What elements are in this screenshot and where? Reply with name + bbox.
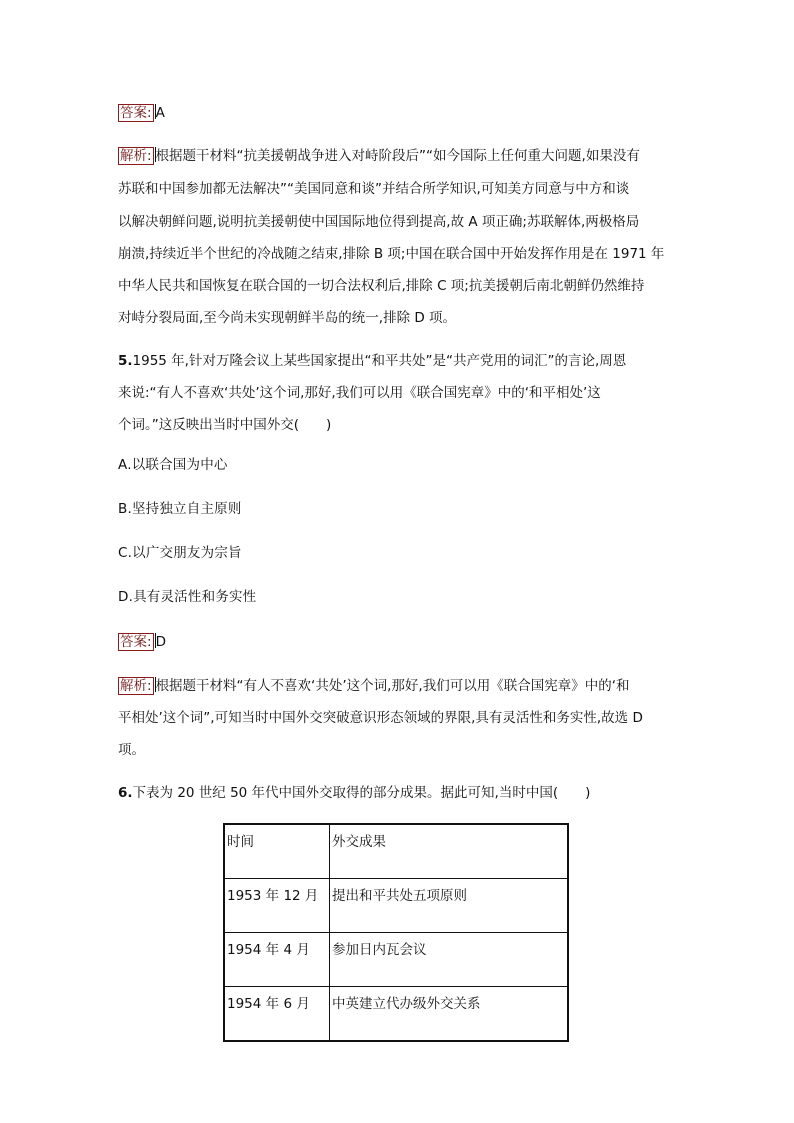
option-b: B.坚持独立自主原则 xyxy=(118,501,242,517)
table-row xyxy=(224,879,568,933)
stem-text: 下表为 20 世纪 50 年代中国外交取得的部分成果。据此可知,当时中国( ) xyxy=(132,785,591,801)
analysis-label: 解析: xyxy=(120,678,152,694)
diplomatic-achievements-table xyxy=(223,823,569,1042)
table-cell: 中英建立代办级外交关系 xyxy=(330,987,569,1042)
table-cell: 提出和平共处五项原则 xyxy=(330,879,569,933)
table-header-cell: 时间 xyxy=(224,824,330,879)
answer-value: A xyxy=(155,105,165,121)
table-cell: 1953 年 12 月 xyxy=(224,879,330,933)
table-cell: 1954 年 4 月 xyxy=(224,933,330,987)
table-header-cell: 外交成果 xyxy=(330,824,569,879)
q5-analysis-line: 平相处’这个词”,可知当时中国外交突破意识形态领域的界限,具有灵活性和务实性,故选 D xyxy=(118,710,643,726)
table-row xyxy=(224,987,568,1042)
q4-analysis-line: 对峙分裂局面,至今尚未实现朝鲜半岛的统一,排除 D 项。 xyxy=(118,310,457,326)
table-cell: 1954 年 6 月 xyxy=(224,987,330,1042)
q5-stem-line: 个词。”这反映出当时中国外交( ) xyxy=(118,417,332,433)
q5-analysis-line xyxy=(118,676,630,696)
q4-analysis-line: 中华人民共和国恢复在联合国的一切合法权利后,排除 C 项;抗美援朝后南北朝鲜仍然维持 xyxy=(118,278,645,294)
question-number: 6. xyxy=(118,785,133,801)
q6-stem-line xyxy=(118,783,590,803)
table-header-row xyxy=(224,824,568,879)
q5-stem-line xyxy=(118,351,626,371)
q4-analysis-line: 崩溃,持续近半个世纪的冷战随之结束,排除 B 项;中国在联合国中开始发挥作用是在 1971 年 xyxy=(118,246,665,262)
q5-stem-line: 来说:“有人不喜欢‘共处’这个词,那好,我们可以用《联合国宪章》中的‘和平相处’这 xyxy=(118,385,601,401)
answer-label: 答案: xyxy=(120,634,152,650)
table-cell: 参加日内瓦会议 xyxy=(330,933,569,987)
analysis-text: 根据题干材料“抗美援朝战争进入对峙阶段后”“如今国际上任何重大问题,如果没有 xyxy=(155,148,640,164)
q4-analysis-line: 以解决朝鲜问题,说明抗美援朝使中国国际地位得到提高,故 A 项正确;苏联解体,两极格局 xyxy=(118,214,640,230)
q4-analysis-line: 苏联和中国参加都无法解决”“美国同意和谈”并结合所学知识,可知美方同意与中方和谈 xyxy=(118,181,630,197)
q5-analysis-line: 项。 xyxy=(118,742,145,758)
q5-answer xyxy=(118,632,166,652)
option-d: D.具有灵活性和务实性 xyxy=(118,589,257,605)
question-number: 5. xyxy=(118,353,133,369)
table-row xyxy=(224,933,568,987)
option-c: C.以广交朋友为宗旨 xyxy=(118,545,242,561)
stem-text: 1955 年,针对万隆会议上某些国家提出“和平共处”是“共产党用的词汇”的言论,周恩 xyxy=(132,353,627,369)
q4-analysis-line xyxy=(118,146,640,166)
analysis-text: 根据题干材料“有人不喜欢‘共处’这个词,那好,我们可以用《联合国宪章》中的‘和 xyxy=(155,678,630,694)
option-a: A.以联合国为中心 xyxy=(118,457,228,473)
q4-answer xyxy=(118,103,165,123)
answer-label: 答案: xyxy=(120,105,152,121)
analysis-label: 解析: xyxy=(120,148,152,164)
answer-value: D xyxy=(155,634,166,650)
